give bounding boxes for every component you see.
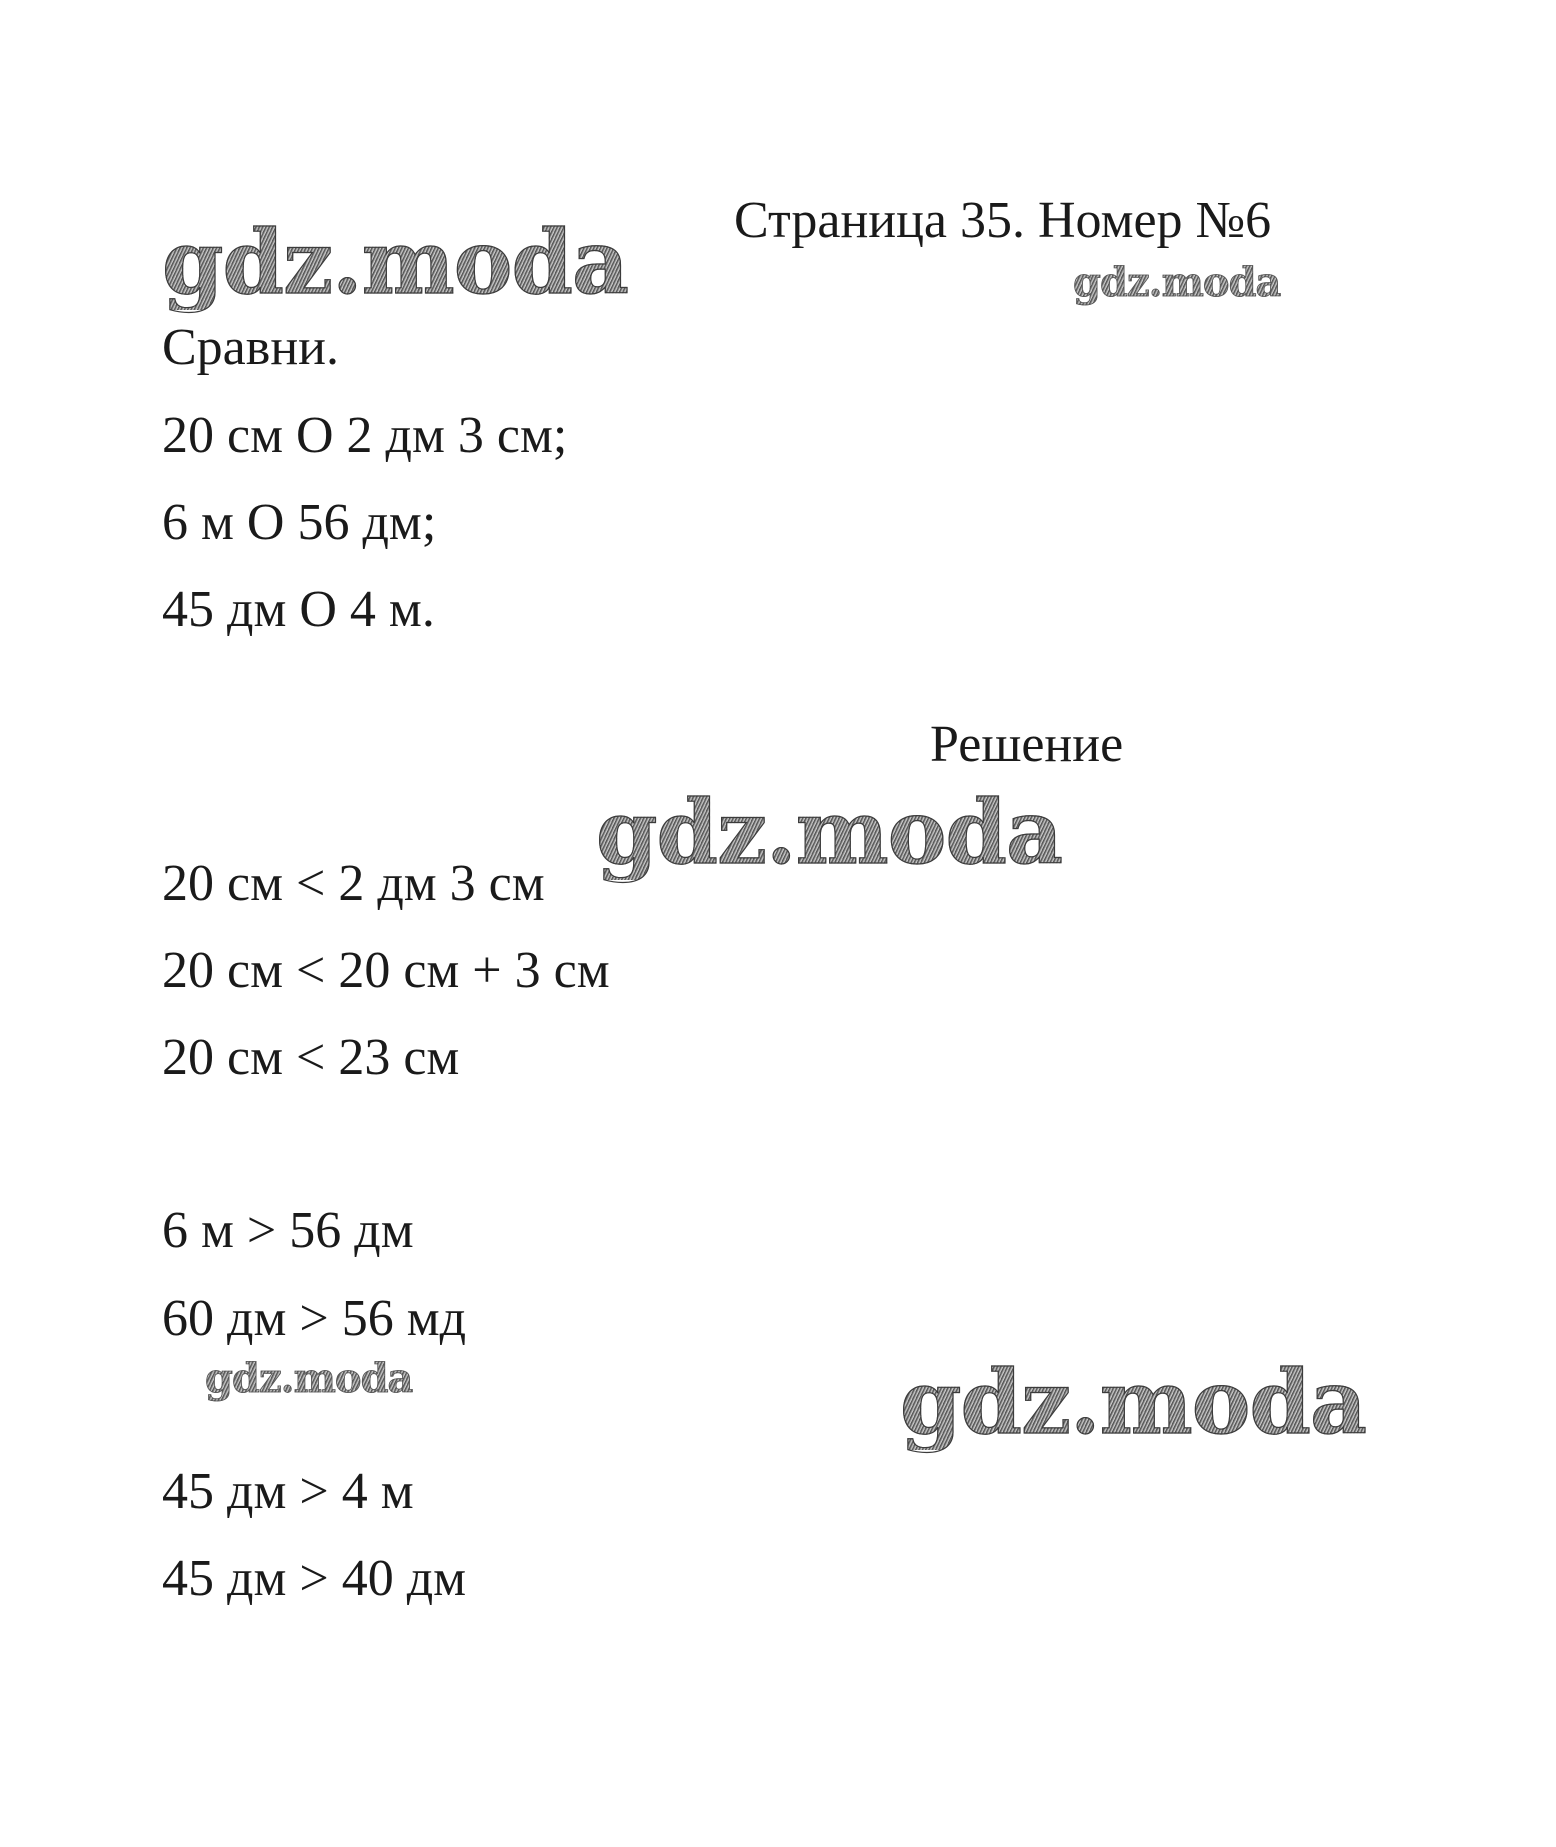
- solution-line: 45 дм > 40 дм: [162, 1550, 467, 1607]
- task-item: 45 дм O 4 м.: [162, 581, 435, 638]
- watermark-logo: gdz.moda: [162, 210, 629, 314]
- watermark-logo: gdz.moda: [900, 1350, 1367, 1454]
- page-title: Страница 35. Номер №6: [734, 192, 1272, 249]
- solution-line: 60 дм > 56 мд: [162, 1290, 467, 1347]
- solution-line: 6 м > 56 дм: [162, 1202, 414, 1259]
- task-item: 20 см O 2 дм 3 см;: [162, 407, 568, 464]
- solution-line: 20 см < 23 см: [162, 1029, 460, 1086]
- watermark-logo: gdz.moda: [596, 780, 1063, 884]
- solution-line: 20 см < 2 дм 3 см: [162, 855, 545, 912]
- task-item: 6 м O 56 дм;: [162, 494, 437, 551]
- watermark-logo: gdz.moda: [205, 1355, 413, 1402]
- solution-line: 45 дм > 4 м: [162, 1463, 414, 1520]
- solution-line: 20 см < 20 см + 3 см: [162, 942, 610, 999]
- solution-heading: Решение: [930, 716, 1124, 773]
- task-prompt: Сравни.: [162, 319, 339, 376]
- watermark-logo: gdz.moda: [1073, 259, 1281, 306]
